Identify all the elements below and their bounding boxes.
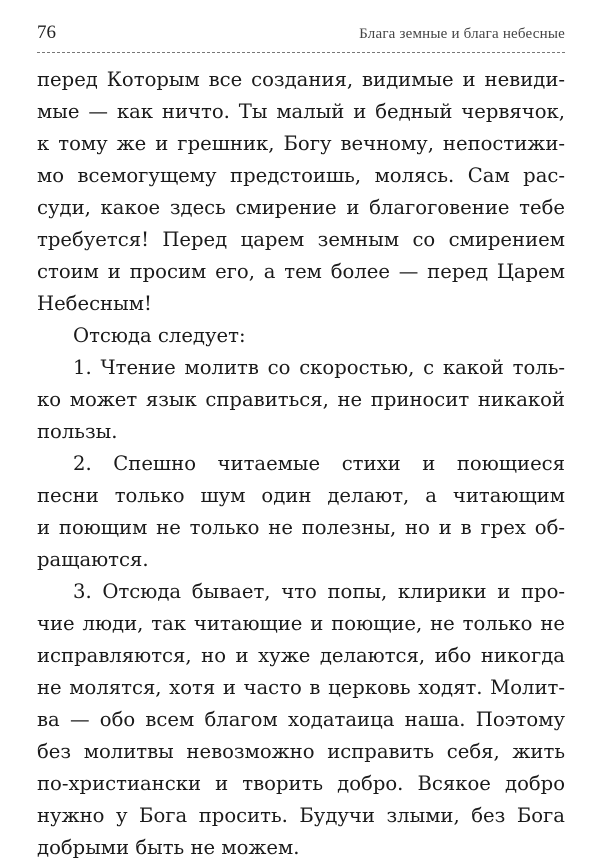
text-line: и поющим не только не полезны, но и в грех об- <box>37 516 565 539</box>
text-line: ко может язык справиться, не приносит никакой <box>37 388 565 411</box>
text-line: нужно у Бога просить. Будучи злыми, без Бога <box>37 804 565 827</box>
paragraph-continuation <box>37 64 565 320</box>
header-dashed-rule <box>37 52 565 53</box>
running-head <box>37 22 565 46</box>
text-line: 1. Чтение молитв со скоростью, с какой толь- <box>73 356 565 379</box>
text-line: перед Которым все создания, видимые и невиди- <box>37 68 565 91</box>
paragraph-item-1 <box>37 352 565 448</box>
page-number: 76 <box>37 22 56 43</box>
text-line: ращаются. <box>37 548 149 571</box>
text-line: чие люди, так читающие и поющие, не только не <box>37 612 565 635</box>
body-text <box>37 64 565 864</box>
text-line: ва — обо всем благом ходатаица наша. Поэтому <box>37 708 565 731</box>
text-line: исправляются, но и хуже делаются, ибо никогда <box>37 644 565 667</box>
text-line: без молитвы невозможно исправить себя, жить <box>37 740 565 763</box>
text-line: мые — как ничто. Ты малый и бедный червячок, <box>37 100 565 123</box>
text-line: по-христиански и творить добро. Всякое добро <box>37 772 565 795</box>
running-title: Блага земные и блага небесные <box>359 26 565 42</box>
text-line: суди, какое здесь смирение и благоговение тебе <box>37 196 565 219</box>
paragraph-item-2 <box>37 448 565 576</box>
text-line: требуется! Перед царем земным со смирением <box>37 228 565 251</box>
text-line: песни только шум один делают, а читающим <box>37 484 565 507</box>
text-line: Отсюда следует: <box>73 324 246 347</box>
text-line: пользы. <box>37 420 118 443</box>
text-line: не молятся, хотя и часто в церковь ходят. Молит- <box>37 676 565 699</box>
text-line: к тому же и грешник, Богу вечному, непостижи- <box>37 132 565 155</box>
text-line: стоим и просим его, а тем более — перед Царем <box>37 260 565 283</box>
text-line: 2. Спешно читаемые стихи и поющиеся <box>73 452 565 475</box>
text-line: мо всемогущему предстоишь, молясь. Сам рас- <box>37 164 565 187</box>
text-line: добрыми быть не можем. <box>37 836 300 859</box>
text-line: 3. Отсюда бывает, что попы, клирики и про- <box>73 580 565 603</box>
paragraph-intro <box>37 320 565 352</box>
text-line: Небесным! <box>37 292 152 315</box>
paragraph-item-3 <box>37 576 565 864</box>
